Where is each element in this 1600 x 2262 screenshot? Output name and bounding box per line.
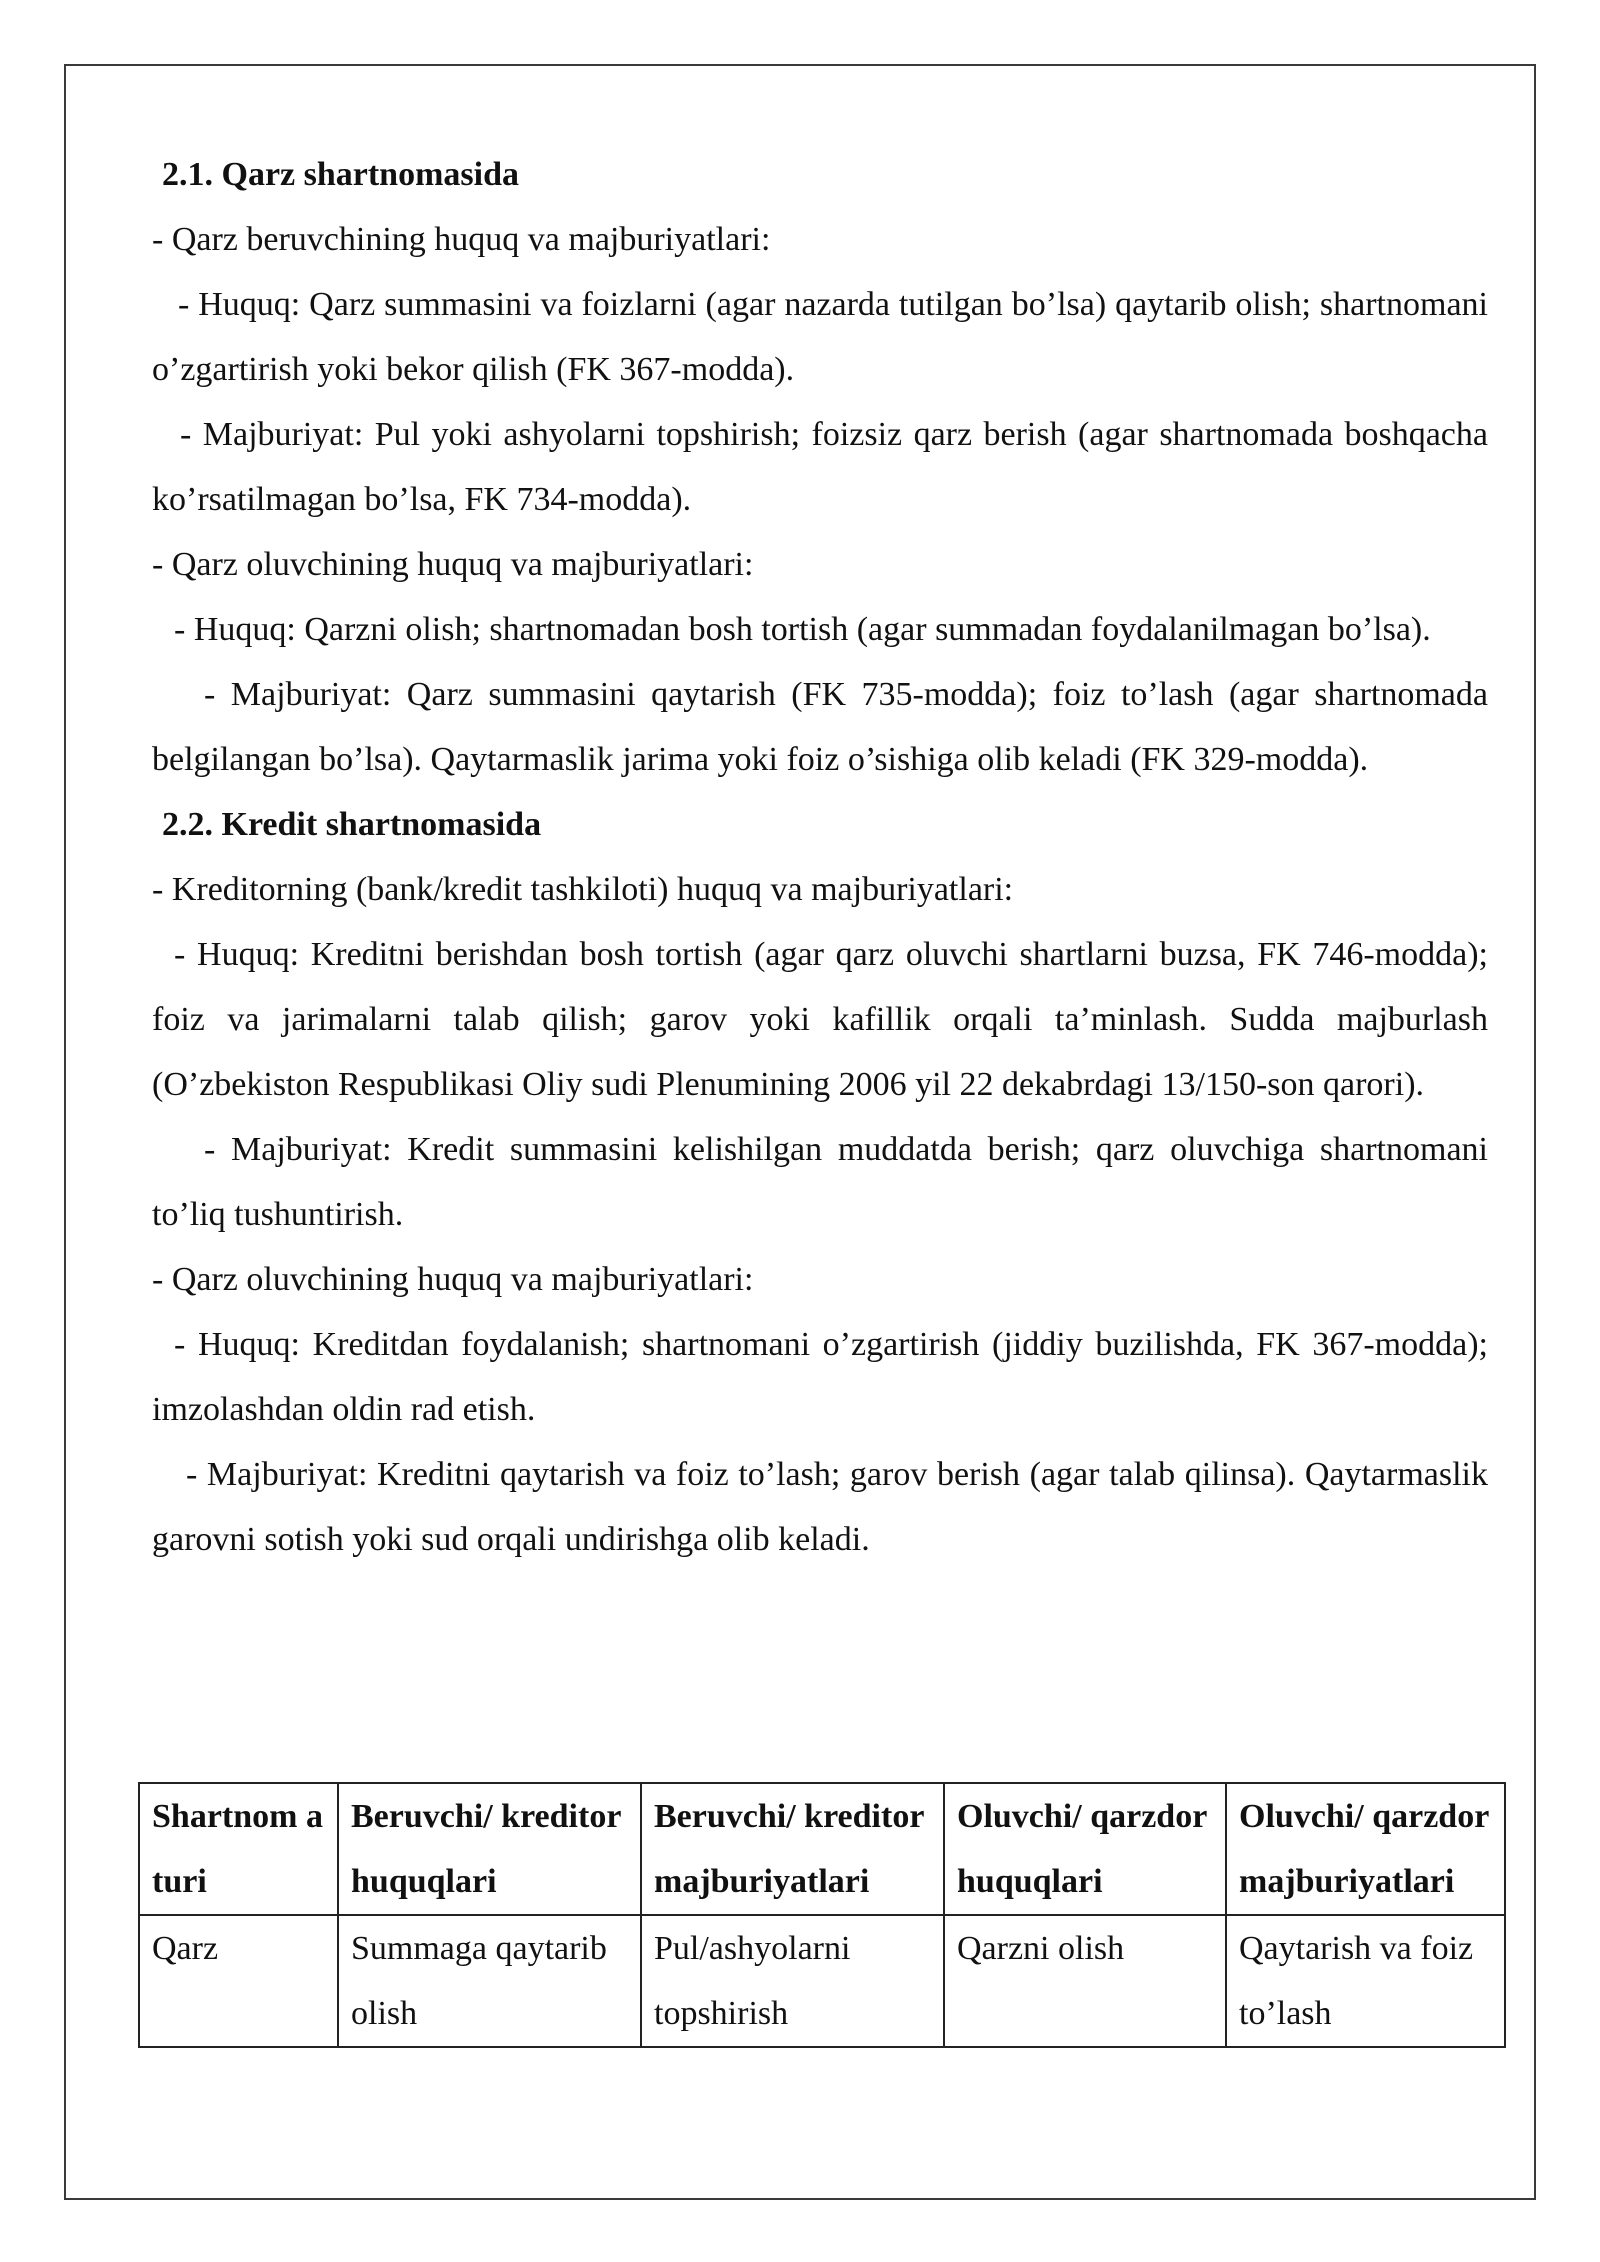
paragraph-creditor-right: - Huquq: Kreditni berishdan bosh tortish (agar qarz oluvchi shartlarni buzsa, FK 746-modda); foiz va jarimalarni talab qilish; garov yoki kafillik orqali ta’minlash. Sudda majburlash (O’zbekiston Respublikasi Oliy sudi Plenumining 2006 yil 22 dekabrdagi 13/150-son qarori).: [152, 936, 1488, 1103]
table-header-cell: Beruvchi/ kreditor majburiyatlari: [641, 1783, 944, 1915]
paragraph-debtor-obligation: - Majburiyat: Kreditni qaytarish va foiz to’lash; garov berish (agar talab qilinsa). Qaytarmaslik garovni sotish yoki sud orqali undirishga olib keladi.: [152, 1456, 1488, 1558]
table-cell: Summaga qaytarib olish: [338, 1915, 641, 2047]
paragraph-borrower-right: - Huquq: Qarzni olish; shartnomadan bosh tortish (agar summadan foydalanilmagan bo’lsa).: [174, 611, 1431, 648]
table-header-row: [139, 1783, 1505, 1915]
paragraph-lender-right: - Huquq: Qarz summasini va foizlarni (agar nazarda tutilgan bo’lsa) qaytarib olish; shartnomani o’zgartirish yoki bekor qilish (FK 367-modda).: [152, 286, 1488, 388]
document-body: [152, 142, 1488, 1572]
paragraph-borrower-obligation: - Majburiyat: Qarz summasini qaytarish (FK 735-modda); foiz to’lash (agar shartnomada belgilangan bo’lsa). Qaytarmaslik jarima yoki foiz o’sishiga olib keladi (FK 329-modda).: [152, 676, 1488, 778]
table-header-cell: Oluvchi/ qarzdor huquqlari: [944, 1783, 1226, 1915]
table-header-cell: Shartnom a turi: [139, 1783, 338, 1915]
table-row: [139, 1915, 1505, 2047]
paragraph-borrower-rights-title: - Qarz oluvchining huquq va majburiyatlari:: [152, 546, 754, 583]
paragraph-lender-obligation: - Majburiyat: Pul yoki ashyolarni topshirish; foizsiz qarz berish (agar shartnomada boshqacha ko’rsatilmagan bo’lsa, FK 734-modda).: [152, 416, 1488, 518]
section-heading-qarz: 2.1. Qarz shartnomasida: [162, 156, 519, 193]
table-cell: Qarzni olish: [944, 1915, 1226, 2047]
table-header-cell: Beruvchi/ kreditor huquqlari: [338, 1783, 641, 1915]
section-heading-kredit: 2.2. Kredit shartnomasida: [162, 806, 542, 843]
paragraph-debtor-right: - Huquq: Kreditdan foydalanish; shartnomani o’zgartirish (jiddiy buzilishda, FK 367-modda); imzolashdan oldin rad etish.: [152, 1326, 1488, 1428]
paragraph-lender-rights-title: - Qarz beruvchining huquq va majburiyatlari:: [152, 221, 771, 258]
table-cell: Qaytarish va foiz to’lash: [1226, 1915, 1505, 2047]
table-header-cell: Oluvchi/ qarzdor majburiyatlari: [1226, 1783, 1505, 1915]
table-cell: Pul/ashyolarni topshirish: [641, 1915, 944, 2047]
paragraph-creditor-rights-title: - Kreditorning (bank/kredit tashkiloti) huquq va majburiyatlari:: [152, 871, 1014, 908]
rights-obligations-table: [138, 1782, 1506, 2048]
paragraph-creditor-obligation: - Majburiyat: Kredit summasini kelishilgan muddatda berish; qarz oluvchiga shartnomani to’liq tushuntirish.: [152, 1131, 1488, 1233]
paragraph-debtor-rights-title: - Qarz oluvchining huquq va majburiyatlari:: [152, 1261, 754, 1298]
table-cell: Qarz: [139, 1915, 338, 2047]
